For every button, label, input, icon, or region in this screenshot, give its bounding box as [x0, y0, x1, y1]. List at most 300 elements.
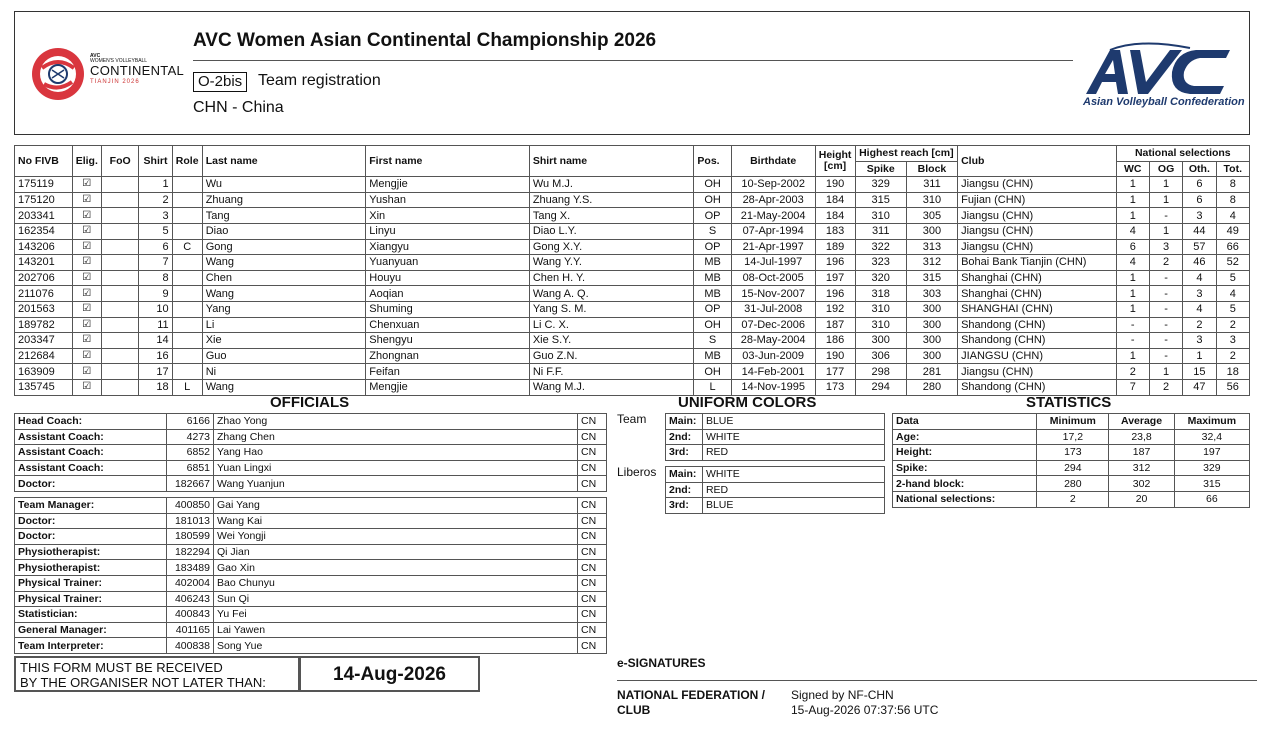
cell-club: SHANGHAI (CHN) — [958, 301, 1117, 317]
col-block: Block — [906, 161, 957, 177]
official-nationality: CN — [578, 445, 607, 461]
cell-height: 196 — [815, 255, 855, 271]
cell-spike: 310 — [855, 317, 906, 333]
cell-spike: 318 — [855, 286, 906, 302]
cell-birthdate: 15-Nov-2007 — [731, 286, 815, 302]
cell-spike: 322 — [855, 239, 906, 255]
table-row — [15, 379, 1250, 395]
cell-block: 300 — [906, 223, 957, 239]
cell-elig: ☑ — [72, 333, 101, 349]
cell-wc: - — [1116, 333, 1149, 349]
cell-oth: 3 — [1183, 286, 1216, 302]
col-first-name: First name — [366, 146, 530, 177]
cell-oth: 6 — [1183, 192, 1216, 208]
cell-tot: 56 — [1216, 379, 1249, 395]
cell-pos: OH — [694, 364, 731, 380]
cell-tot: 2 — [1216, 317, 1249, 333]
cell-block: 303 — [906, 286, 957, 302]
cell-block: 311 — [906, 177, 957, 193]
esignatures-title: e-SIGNATURES — [617, 656, 706, 670]
uniform-row — [666, 467, 885, 483]
cell-block: 315 — [906, 270, 957, 286]
cell-shirt: 1 — [139, 177, 172, 193]
cell-wc: 1 — [1116, 177, 1149, 193]
uniform-color: BLUE — [702, 498, 884, 514]
cell-shirt-name: Chen H. Y. — [529, 270, 694, 286]
official-row — [15, 622, 607, 638]
stats-row — [893, 429, 1250, 445]
official-name: Wang Yuanjun — [214, 476, 578, 492]
cell-birthdate: 31-Jul-2008 — [731, 301, 815, 317]
official-nationality: CN — [578, 460, 607, 476]
official-fivb-number: 180599 — [167, 529, 214, 545]
uniform-team-table — [665, 413, 885, 461]
cell-oth: 46 — [1183, 255, 1216, 271]
cell-foo — [102, 192, 139, 208]
cell-elig: ☑ — [72, 379, 101, 395]
cell-last-name: Wang — [202, 255, 366, 271]
cell-wc: 1 — [1116, 301, 1149, 317]
cell-no-fivb: 143206 — [15, 239, 73, 255]
signature-info — [791, 688, 938, 718]
championship-logo-text — [90, 54, 184, 85]
official-row — [15, 560, 607, 576]
col-tot: Tot. — [1216, 161, 1249, 177]
official-role: Physiotherapist: — [15, 560, 167, 576]
official-name: Wei Yongji — [214, 529, 578, 545]
col-wc: WC — [1116, 161, 1149, 177]
cell-height: 190 — [815, 177, 855, 193]
uniform-title: UNIFORM COLORS — [678, 394, 817, 411]
logo-line2: WOMEN'S VOLLEYBALL — [90, 58, 148, 64]
cell-tot: 52 — [1216, 255, 1249, 271]
official-name: Song Yue — [214, 638, 578, 654]
uniform-slot: Main: — [666, 414, 703, 430]
stats-row — [893, 445, 1250, 461]
cell-role — [172, 286, 202, 302]
stats-maximum: 66 — [1174, 491, 1249, 507]
stats-average: 23,8 — [1109, 429, 1174, 445]
cell-tot: 5 — [1216, 270, 1249, 286]
col-birthdate: Birthdate — [731, 146, 815, 177]
form-name: Team registration — [258, 72, 381, 89]
cell-birthdate: 14-Nov-1995 — [731, 379, 815, 395]
stats-minimum: 17,2 — [1037, 429, 1109, 445]
table-row — [15, 192, 1250, 208]
cell-height: 177 — [815, 364, 855, 380]
cell-elig: ☑ — [72, 192, 101, 208]
cell-pos: OH — [694, 192, 731, 208]
uniform-row — [666, 445, 885, 461]
cell-club: Jiangsu (CHN) — [958, 364, 1117, 380]
cell-shirt-name: Wang M.J. — [529, 379, 694, 395]
cell-shirt-name: Diao L.Y. — [529, 223, 694, 239]
cell-club: JIANGSU (CHN) — [958, 348, 1117, 364]
statistics-table — [892, 413, 1250, 508]
col-height: Height [cm] — [815, 146, 855, 177]
table-row — [15, 270, 1250, 286]
cell-last-name: Li — [202, 317, 366, 333]
logo-line1: AVC — [90, 53, 101, 59]
cell-elig: ☑ — [72, 239, 101, 255]
cell-og: - — [1149, 317, 1182, 333]
statistics-title: STATISTICS — [1026, 394, 1112, 411]
official-fivb-number: 182667 — [167, 476, 214, 492]
cell-tot: 8 — [1216, 192, 1249, 208]
official-fivb-number: 182294 — [167, 544, 214, 560]
cell-og: 1 — [1149, 364, 1182, 380]
official-role: General Manager: — [15, 622, 167, 638]
uniform-slot: Main: — [666, 467, 703, 483]
cell-last-name: Guo — [202, 348, 366, 364]
official-role: Team Interpreter: — [15, 638, 167, 654]
cell-block: 281 — [906, 364, 957, 380]
roster-table — [14, 145, 1250, 396]
stats-maximum: 197 — [1174, 445, 1249, 461]
cell-first-name: Xiangyu — [366, 239, 530, 255]
cell-tot: 4 — [1216, 208, 1249, 224]
cell-wc: 1 — [1116, 208, 1149, 224]
form-code: O-2bis — [193, 72, 247, 92]
cell-foo — [102, 317, 139, 333]
cell-role — [172, 317, 202, 333]
col-last-name: Last name — [202, 146, 366, 177]
uniform-color: BLUE — [702, 414, 884, 430]
cell-no-fivb: 201563 — [15, 301, 73, 317]
cell-elig: ☑ — [72, 270, 101, 286]
official-row — [15, 429, 607, 445]
cell-last-name: Wu — [202, 177, 366, 193]
cell-last-name: Chen — [202, 270, 366, 286]
cell-og: 2 — [1149, 255, 1182, 271]
table-row — [15, 348, 1250, 364]
official-fivb-number: 400850 — [167, 498, 214, 514]
cell-shirt-name: Li C. X. — [529, 317, 694, 333]
table-row — [15, 317, 1250, 333]
stats-label: Height: — [893, 445, 1037, 461]
cell-birthdate: 28-May-2004 — [731, 333, 815, 349]
uniform-slot: 3rd: — [666, 498, 703, 514]
official-nationality: CN — [578, 638, 607, 654]
cell-elig: ☑ — [72, 177, 101, 193]
cell-spike: 294 — [855, 379, 906, 395]
cell-no-fivb: 135745 — [15, 379, 73, 395]
cell-block: 310 — [906, 192, 957, 208]
cell-shirt: 7 — [139, 255, 172, 271]
official-fivb-number: 406243 — [167, 591, 214, 607]
cell-shirt: 17 — [139, 364, 172, 380]
official-fivb-number: 4273 — [167, 429, 214, 445]
cell-role: C — [172, 239, 202, 255]
cell-block: 300 — [906, 301, 957, 317]
cell-birthdate: 14-Feb-2001 — [731, 364, 815, 380]
official-fivb-number: 6852 — [167, 445, 214, 461]
cell-spike: 310 — [855, 208, 906, 224]
official-nationality: CN — [578, 591, 607, 607]
cell-shirt-name: Wang A. Q. — [529, 286, 694, 302]
cell-club: Shanghai (CHN) — [958, 270, 1117, 286]
cell-oth: 4 — [1183, 270, 1216, 286]
uniform-row — [666, 414, 885, 430]
official-nationality: CN — [578, 476, 607, 492]
cell-birthdate: 10-Sep-2002 — [731, 177, 815, 193]
official-role: Physiotherapist: — [15, 544, 167, 560]
cell-role — [172, 208, 202, 224]
cell-role — [172, 364, 202, 380]
cell-block: 280 — [906, 379, 957, 395]
official-role: Assistant Coach: — [15, 460, 167, 476]
page-title: AVC Women Asian Continental Championship 2026 — [193, 30, 657, 51]
cell-pos: OH — [694, 177, 731, 193]
cell-last-name: Diao — [202, 223, 366, 239]
stats-minimum: 280 — [1037, 476, 1109, 492]
national-federation-label — [617, 688, 765, 718]
cell-club: Jiangsu (CHN) — [958, 177, 1117, 193]
official-fivb-number: 400843 — [167, 607, 214, 623]
cell-first-name: Yuanyuan — [366, 255, 530, 271]
uniform-slot: 3rd: — [666, 445, 703, 461]
col-role: Role — [172, 146, 202, 177]
cell-club: Bohai Bank Tianjin (CHN) — [958, 255, 1117, 271]
cell-block: 312 — [906, 255, 957, 271]
stats-label: Spike: — [893, 460, 1037, 476]
cell-pos: MB — [694, 348, 731, 364]
col-pos: Pos. — [694, 146, 731, 177]
cell-club: Jiangsu (CHN) — [958, 208, 1117, 224]
cell-block: 300 — [906, 348, 957, 364]
cell-first-name: Aoqian — [366, 286, 530, 302]
uniform-row — [666, 498, 885, 514]
col-og: OG — [1149, 161, 1182, 177]
cell-shirt: 2 — [139, 192, 172, 208]
stats-header: Data — [893, 414, 1037, 430]
officials-table-2 — [14, 497, 607, 654]
cell-og: - — [1149, 286, 1182, 302]
cell-shirt: 5 — [139, 223, 172, 239]
cell-og: - — [1149, 208, 1182, 224]
cell-club: Jiangsu (CHN) — [958, 223, 1117, 239]
cell-foo — [102, 255, 139, 271]
cell-wc: 1 — [1116, 270, 1149, 286]
cell-spike: 320 — [855, 270, 906, 286]
stats-header: Minimum — [1037, 414, 1109, 430]
uniform-row — [666, 482, 885, 498]
cell-block: 300 — [906, 317, 957, 333]
cell-wc: 1 — [1116, 192, 1149, 208]
cell-foo — [102, 333, 139, 349]
deadline-text-1: THIS FORM MUST BE RECEIVED — [20, 660, 223, 675]
team-name: CHN - China — [193, 99, 284, 116]
cell-shirt: 10 — [139, 301, 172, 317]
cell-first-name: Mengjie — [366, 177, 530, 193]
deadline-notice — [14, 656, 300, 692]
cell-pos: L — [694, 379, 731, 395]
uniform-color: RED — [702, 445, 884, 461]
official-fivb-number: 6166 — [167, 414, 214, 430]
cell-block: 313 — [906, 239, 957, 255]
official-nationality: CN — [578, 560, 607, 576]
deadline-text-2: BY THE ORGANISER NOT LATER THAN: — [20, 675, 266, 690]
table-row — [15, 255, 1250, 271]
cell-spike: 298 — [855, 364, 906, 380]
official-fivb-number: 400838 — [167, 638, 214, 654]
official-nationality: CN — [578, 607, 607, 623]
cell-birthdate: 08-Oct-2005 — [731, 270, 815, 286]
cell-pos: S — [694, 333, 731, 349]
cell-pos: MB — [694, 286, 731, 302]
cell-elig: ☑ — [72, 301, 101, 317]
col-club: Club — [958, 146, 1117, 177]
cell-no-fivb: 189782 — [15, 317, 73, 333]
cell-pos: OH — [694, 317, 731, 333]
official-row — [15, 591, 607, 607]
cell-last-name: Tang — [202, 208, 366, 224]
nf-label-2: CLUB — [617, 703, 651, 717]
table-row — [15, 364, 1250, 380]
cell-wc: 7 — [1116, 379, 1149, 395]
cell-first-name: Linyu — [366, 223, 530, 239]
cell-no-fivb: 211076 — [15, 286, 73, 302]
championship-logo-icon — [30, 46, 86, 102]
cell-elig: ☑ — [72, 255, 101, 271]
cell-shirt-name: Xie S.Y. — [529, 333, 694, 349]
official-fivb-number: 183489 — [167, 560, 214, 576]
stats-maximum: 315 — [1174, 476, 1249, 492]
cell-height: 184 — [815, 192, 855, 208]
cell-last-name: Xie — [202, 333, 366, 349]
cell-no-fivb: 175119 — [15, 177, 73, 193]
cell-wc: 2 — [1116, 364, 1149, 380]
cell-club: Jiangsu (CHN) — [958, 239, 1117, 255]
stats-label: Age: — [893, 429, 1037, 445]
cell-oth: 3 — [1183, 333, 1216, 349]
official-row — [15, 638, 607, 654]
official-name: Qi Jian — [214, 544, 578, 560]
cell-no-fivb: 175120 — [15, 192, 73, 208]
cell-spike: 306 — [855, 348, 906, 364]
stats-average: 302 — [1109, 476, 1174, 492]
cell-og: 2 — [1149, 379, 1182, 395]
cell-tot: 49 — [1216, 223, 1249, 239]
cell-foo — [102, 286, 139, 302]
cell-last-name: Gong — [202, 239, 366, 255]
uniform-libero-table — [665, 466, 885, 514]
cell-oth: 57 — [1183, 239, 1216, 255]
cell-no-fivb: 162354 — [15, 223, 73, 239]
cell-role — [172, 333, 202, 349]
official-role: Physical Trainer: — [15, 575, 167, 591]
col-spike: Spike — [855, 161, 906, 177]
cell-height: 187 — [815, 317, 855, 333]
official-row — [15, 607, 607, 623]
official-name: Yu Fei — [214, 607, 578, 623]
cell-elig: ☑ — [72, 364, 101, 380]
logo-line3: CONTINENTAL — [90, 63, 185, 78]
cell-spike: 329 — [855, 177, 906, 193]
cell-foo — [102, 379, 139, 395]
cell-shirt-name: Zhuang Y.S. — [529, 192, 694, 208]
cell-og: - — [1149, 348, 1182, 364]
cell-shirt: 9 — [139, 286, 172, 302]
cell-shirt-name: Wang Y.Y. — [529, 255, 694, 271]
cell-pos: OP — [694, 239, 731, 255]
col-highest-reach: Highest reach [cm] — [855, 146, 958, 162]
cell-shirt-name: Ni F.F. — [529, 364, 694, 380]
cell-height: 190 — [815, 348, 855, 364]
official-row — [15, 445, 607, 461]
cell-shirt-name: Yang S. M. — [529, 301, 694, 317]
cell-spike: 311 — [855, 223, 906, 239]
table-row — [15, 223, 1250, 239]
cell-pos: S — [694, 223, 731, 239]
cell-shirt: 16 — [139, 348, 172, 364]
cell-oth: 3 — [1183, 208, 1216, 224]
cell-no-fivb: 203341 — [15, 208, 73, 224]
cell-shirt: 3 — [139, 208, 172, 224]
cell-birthdate: 21-Apr-1997 — [731, 239, 815, 255]
esignatures-divider — [617, 680, 1257, 681]
cell-birthdate: 21-May-2004 — [731, 208, 815, 224]
cell-wc: 1 — [1116, 348, 1149, 364]
uniform-slot: 2nd: — [666, 429, 703, 445]
table-row — [15, 177, 1250, 193]
official-row — [15, 498, 607, 514]
official-name: Sun Qi — [214, 591, 578, 607]
table-row — [15, 333, 1250, 349]
official-name: Wang Kai — [214, 513, 578, 529]
cell-first-name: Houyu — [366, 270, 530, 286]
table-row — [15, 301, 1250, 317]
officials-table-1 — [14, 413, 607, 492]
official-role: Doctor: — [15, 513, 167, 529]
official-row — [15, 414, 607, 430]
col-elig: Elig. — [72, 146, 101, 177]
official-nationality: CN — [578, 575, 607, 591]
cell-tot: 5 — [1216, 301, 1249, 317]
cell-first-name: Yushan — [366, 192, 530, 208]
stats-row — [893, 460, 1250, 476]
official-role: Physical Trainer: — [15, 591, 167, 607]
uniform-color: WHITE — [702, 467, 884, 483]
official-nationality: CN — [578, 544, 607, 560]
cell-wc: 4 — [1116, 223, 1149, 239]
cell-tot: 18 — [1216, 364, 1249, 380]
cell-elig: ☑ — [72, 286, 101, 302]
cell-last-name: Wang — [202, 379, 366, 395]
cell-oth: 1 — [1183, 348, 1216, 364]
cell-no-fivb: 143201 — [15, 255, 73, 271]
cell-birthdate: 07-Apr-1994 — [731, 223, 815, 239]
official-nationality: CN — [578, 513, 607, 529]
cell-wc: 6 — [1116, 239, 1149, 255]
cell-role — [172, 223, 202, 239]
cell-wc: - — [1116, 317, 1149, 333]
cell-shirt: 18 — [139, 379, 172, 395]
official-role: Statistician: — [15, 607, 167, 623]
stats-header: Maximum — [1174, 414, 1249, 430]
cell-shirt: 8 — [139, 270, 172, 286]
official-name: Yuan Lingxi — [214, 460, 578, 476]
stats-minimum: 173 — [1037, 445, 1109, 461]
uniform-color: RED — [702, 482, 884, 498]
cell-og: 1 — [1149, 192, 1182, 208]
cell-first-name: Feifan — [366, 364, 530, 380]
col-shirt: Shirt — [139, 146, 172, 177]
stats-maximum: 329 — [1174, 460, 1249, 476]
cell-pos: MB — [694, 270, 731, 286]
stats-average: 312 — [1109, 460, 1174, 476]
stats-minimum: 294 — [1037, 460, 1109, 476]
